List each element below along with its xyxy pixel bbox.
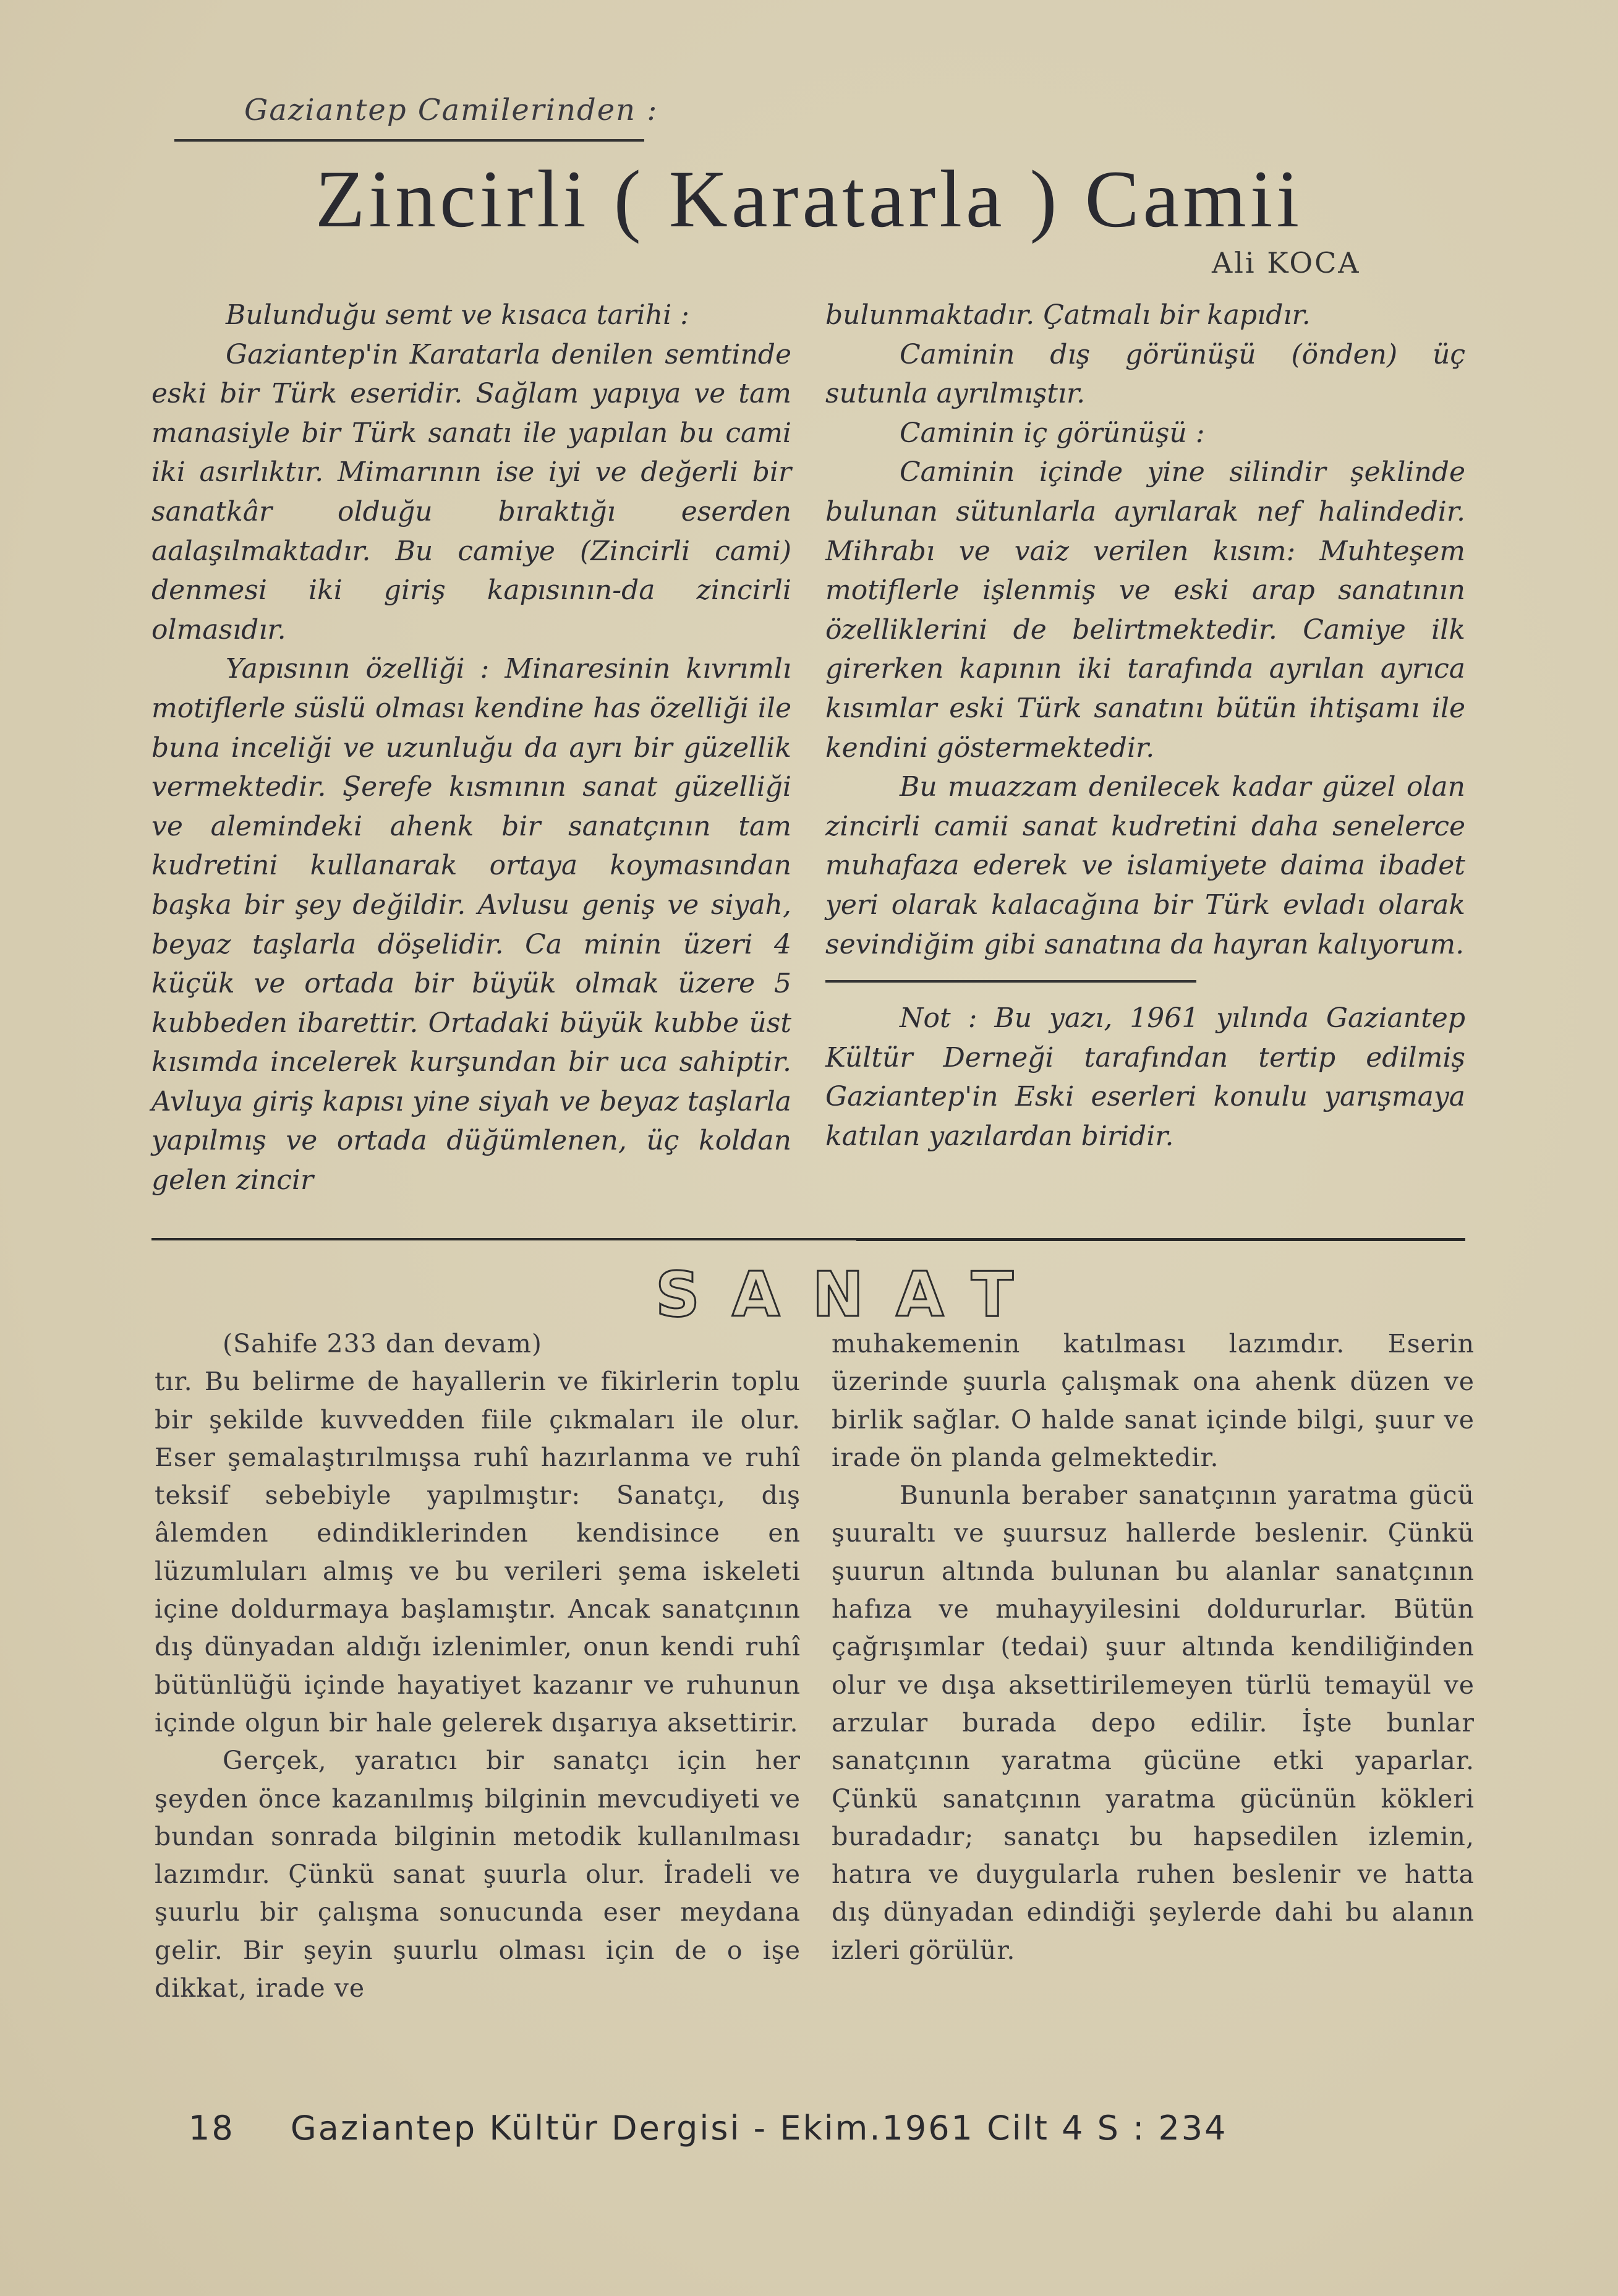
continuation-reference: (Sahife 233 dan devam) — [223, 1329, 542, 1359]
continuation-paragraph: tır. Bu belirme de hayallerin ve fikirlerin toplu bir şekilde kuvvedden fiile çıkmaları ile olur. Eser şemalaştırılmışsa ruhî hazırlanma ve ruhî teksif sebebiyle yapılmıştır: Sanatçı, dış âlemden edindiklerinden kendisince en lüzumluları almış ve bu verileri şema iskeleti içine doldurmaya başlamıştır. Ancak sanatçının dış dünyadan aldığı izlenimler, onun kendi ruhî bütünlüğü içinde hayatiyet kazanır ve ruhunun içinde olgun bir hale gelerek dışarıya aksettirir. — [155, 1367, 801, 1738]
article-paragraph: Caminin içinde yine silindir şeklinde bulunan sütunlarla ayrılarak nef halindedir. Mihrabı ve vaiz verilen kısım: Muhteşem motiflerle işlenmiş ve eski arap sanatının özelliklerini de belirtmektedir. Camiye ilk girerken kapının iki tarafında ayrılan ayrıca kısımlar eski Türk sanatını bütün ihtişamı ile kendini göstermektedir. — [825, 456, 1465, 764]
continuation-right-column — [832, 1325, 1475, 1970]
continuation-paragraph: Bununla beraber sanatçının yaratma gücü şuuraltı ve şuursuz hallerde beslenir. Çünkü şuurun altında bulunan bu alanlar sanatçının hafıza ve muhayyilesini doldururlar. Bütün çağrışımlar (tedai) şuur altında kendiliğinden olur ve dışa aksettirilemeyen türlü temayül ve arzular burada depo edilir. İşte bunlar sanatçının yaratma gücüne etki yaparlar. Çünkü sanatçının yaratma gücünün kökleri buradadır; sanatçı bu hapsedilen izlemin, hatıra ve duygularla ruhen beslenir ve hatta dış dünyadan edindiği şeylerde dahi bu alanın izleri görülür. — [832, 1480, 1475, 1965]
article-subheading: Caminin iç görünüşü : — [900, 417, 1205, 449]
continuation-paragraph: Gerçek, yaratıcı bir sanatçı için her şeyden önce kazanılmış bilginin mevcudiyeti ve bundan sonrada bilginin metodik kullanılması lazımdır. Çünkü sanat şuurla olur. İradeli ve şuurlu bir çalışma sonucunda eser meydana gelir. Bir şeyin şuurlu olması için de o işe dikkat, irade ve — [155, 1746, 801, 2004]
publication-info: Gaziantep Kültür Dergisi - Ekim.1961 Cilt 4 S : 234 — [290, 2109, 1228, 2148]
article-right-column — [825, 296, 1465, 1156]
article-paragraph: Bu muazzam denilecek kadar güzel olan zincirli camii sanat kudretini daha senelerce muhafaza ederek ve islamiyete daima ibadet yeri olarak kalacağına bir Türk evladı olarak sevindiğim gibi sanatına da hayran kalıyorum. — [825, 771, 1465, 960]
section-divider-left — [151, 1238, 856, 1240]
article-paragraph: bulunmaktadır. Çatmalı bir kapıdır. — [825, 299, 1311, 331]
page-footer — [189, 2109, 1465, 2148]
article-paragraph: Gaziantep'in Karatarla denilen semtinde eski bir Türk eseridir. Sağlam yapıya ve tam manasiyle bir Türk sanatı ile yapılan bu cami iki asırlıktır. Mimarının ise iyi ve değerli bir sanatkâr olduğu bıraktığı eserden aalaşılmaktadır. Bu camiye (Zincirli cami) denmesi iki giriş kapısının-da zincirli olmasıdır. — [151, 338, 791, 646]
article-note: Not : Bu yazı, 1961 yılında Gaziantep Kültür Derneği tarafından tertip edilmiş Gaziantep'in Eski eserleri konulu yarışmaya katılan yazılardan biridir. — [825, 1002, 1465, 1152]
article-paragraph: Caminin dış görünüşü (önden) üç sutunla ayrılmıştır. — [825, 338, 1465, 410]
kicker-underline — [174, 139, 644, 142]
article-title: Zincirli ( Karatarla ) Camii — [315, 153, 1303, 244]
note-divider — [825, 980, 1196, 983]
article-author: Ali KOCA — [1212, 246, 1361, 280]
page-number: 18 — [189, 2109, 235, 2148]
section-title: SANAT — [655, 1258, 1045, 1331]
continuation-paragraph: muhakemenin katılması lazımdır. Eserin üzerinde şuurla çalışmak ona ahenk düzen ve birlik sağlar. O halde sanat içinde bilgi, şuur ve irade ön planda gelmektedir. — [832, 1329, 1475, 1472]
article-paragraph: Yapısının özelliği : Minaresinin kıvrımlı motiflerle süslü olması kendine has özelliği ile buna inceliği ve uzunluğu da ayrı bir güzellik vermektedir. Şerefe kısmının sanat güzelliği ve alemindeki ahenk bir sanatçının tam kudretini kullanarak ortaya koymasından başka bir şey değildir. Avlusu geniş ve siyah, beyaz taşlarla döşelidir. Ca minin üzeri 4 küçük ve ortada bir büyük olmak üzere 5 kubbeden ibarettir. Ortadaki büyük kubbe üst kısımda incelerek kurşundan bir uca sahiptir. Avluya giriş kapısı yine siyah ve beyaz taşlarla yapılmış ve ortada düğümlenen, üç koldan gelen zincir — [151, 653, 791, 1197]
continuation-left-column — [155, 1325, 801, 2007]
article-paragraph: Bulunduğu semt ve kısaca tarihi : — [226, 299, 689, 331]
section-kicker: Gaziantep Camilerinden : — [244, 93, 658, 127]
article-left-column — [151, 296, 791, 1200]
section-divider-right — [856, 1238, 1465, 1241]
